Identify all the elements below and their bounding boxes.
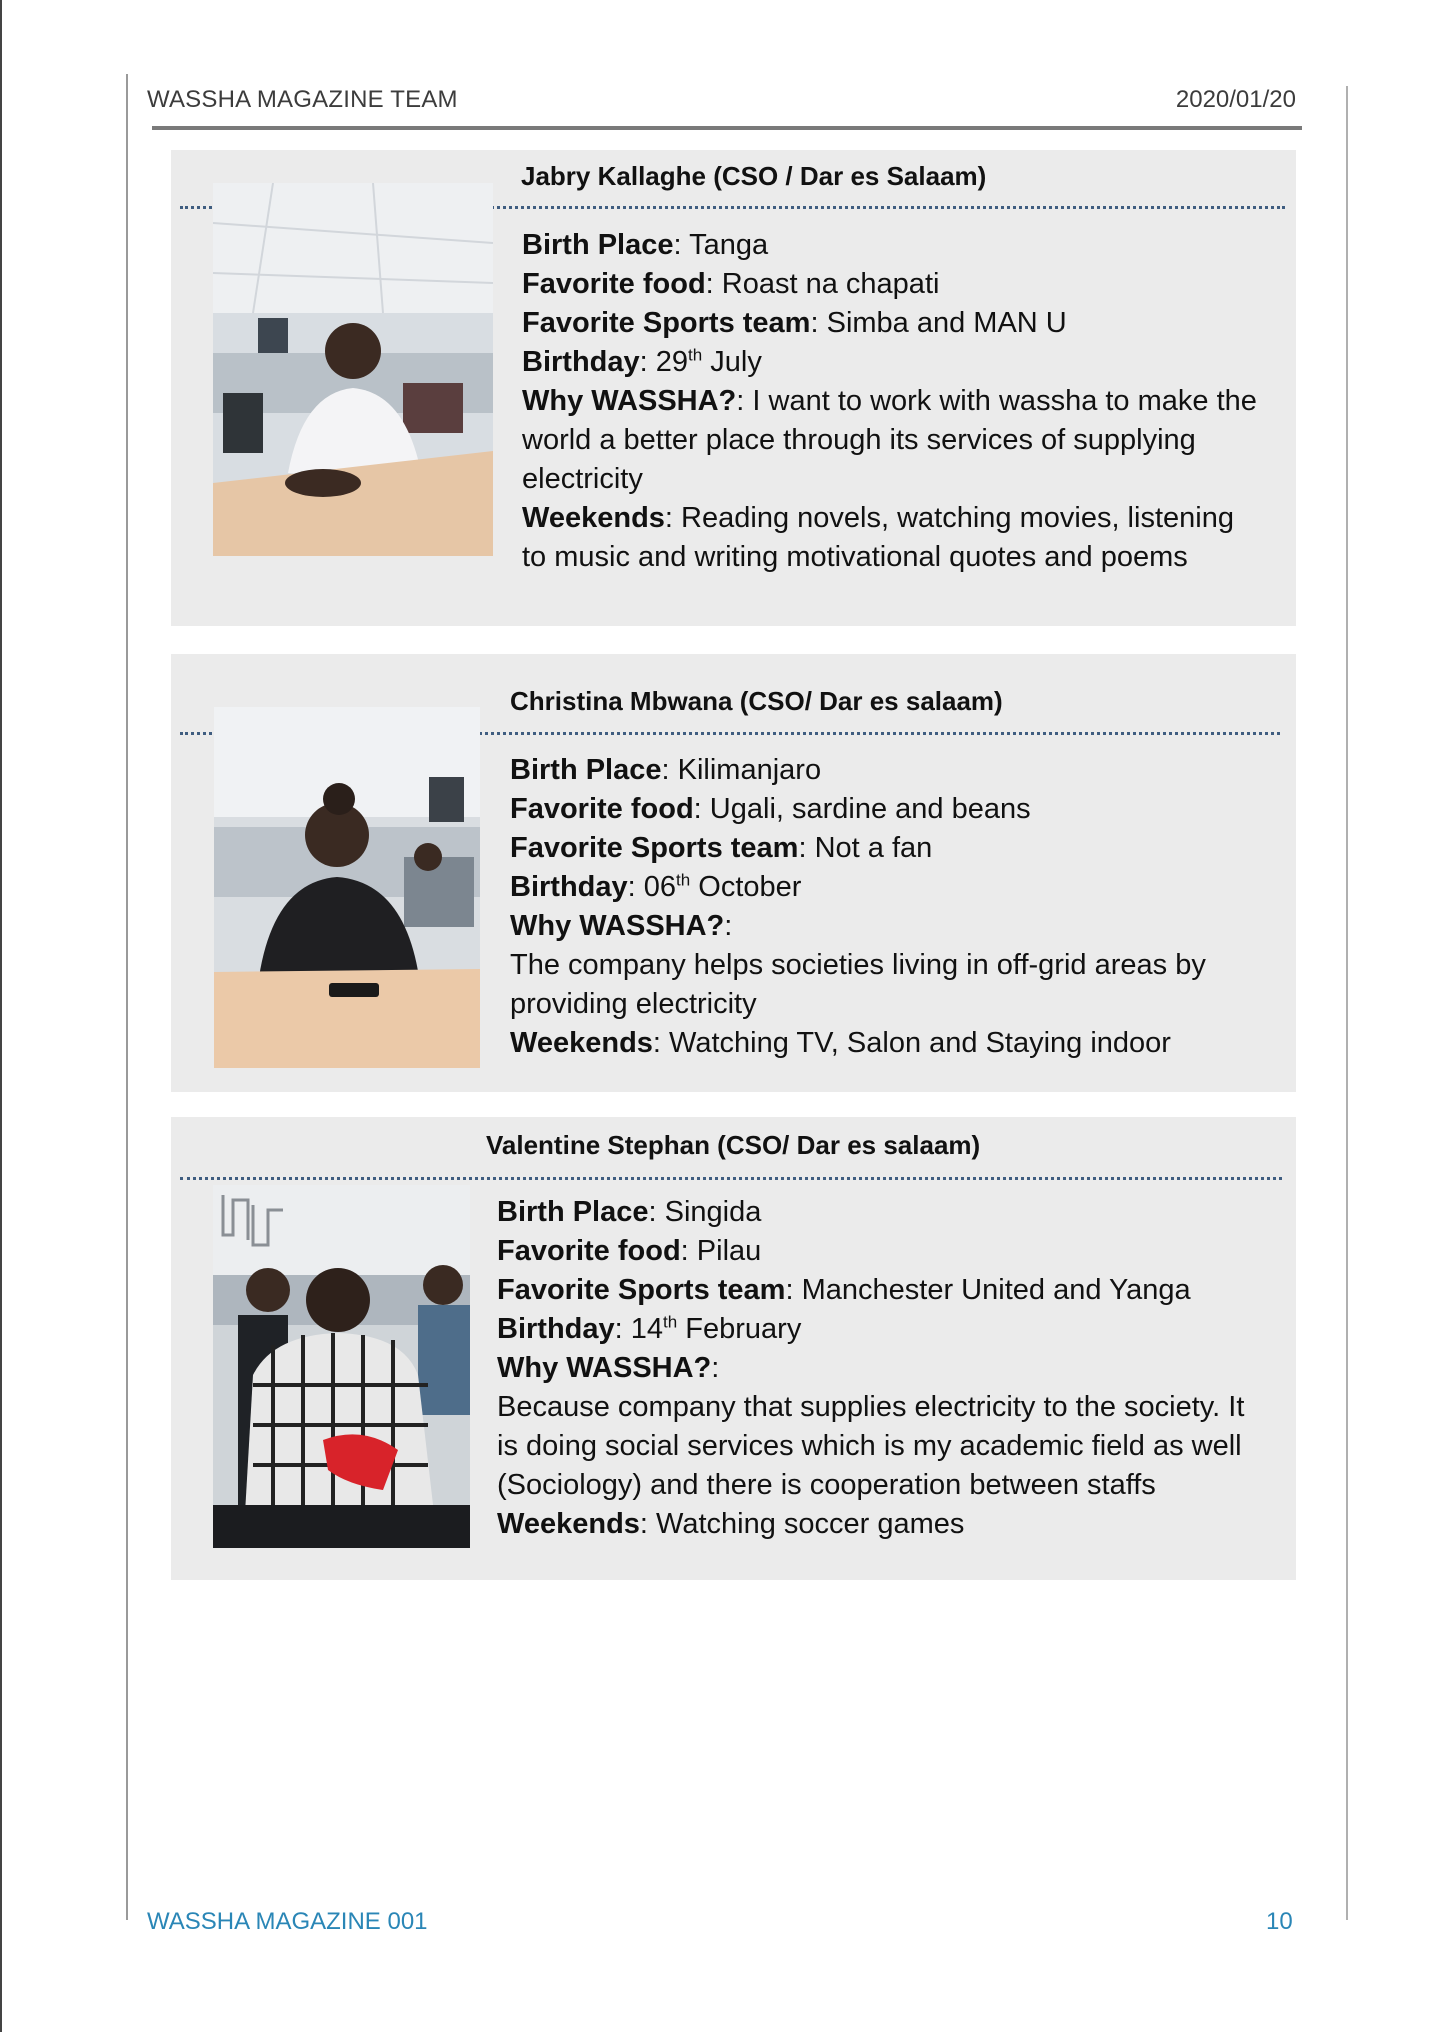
field-value: Kilimanjaro	[677, 754, 822, 786]
field-value: Reading novels, watching movies, listening to music and writing motivational quotes and poems	[522, 502, 1234, 573]
header-rule	[152, 126, 1302, 130]
birthday-suffix: th	[663, 1312, 678, 1332]
field-label: Birthday	[497, 1313, 615, 1345]
field-value: Roast na chapati	[721, 268, 940, 300]
profile-photo	[214, 707, 480, 1068]
field-label: Birth Place	[510, 754, 662, 786]
field-label: Birthday	[510, 871, 628, 903]
birthday-month: October	[698, 871, 802, 903]
field-label: Favorite food	[497, 1235, 681, 1267]
field-label: Weekends	[522, 502, 665, 534]
field-label: Birth Place	[522, 229, 674, 261]
field-label: Favorite food	[522, 268, 706, 300]
header-date: 2020/01/20	[1175, 86, 1296, 113]
profile-name: Jabry Kallaghe (CSO / Dar es Salaam)	[521, 161, 987, 191]
field-label: Why WASSHA?	[510, 910, 725, 942]
field-value: Simba and MAN U	[826, 307, 1067, 339]
birthday-day: 06	[643, 871, 677, 903]
field-label: Favorite Sports team	[522, 307, 811, 339]
birthday-day: 29	[655, 346, 689, 378]
field-label: Favorite Sports team	[510, 832, 799, 864]
field-label: Birth Place	[497, 1196, 649, 1228]
field-value: Ugali, sardine and beans	[709, 793, 1031, 825]
birthday-month: February	[685, 1313, 802, 1345]
field-label: Why WASSHA?	[497, 1352, 712, 1384]
field-label: Why WASSHA?	[522, 385, 737, 417]
profile-details: Birth Place: Tanga Favorite food: Roast na chapati Favorite Sports team: Simba and MAN U Birthday: 29th July Why WASSHA?: I want to work with wassha to make the world a better place through its services of supplying electricity Weekends: Reading novels, watching movies, listening to music and writing motivational quotes and poems	[522, 229, 1257, 573]
birthday-month: July	[710, 346, 762, 378]
header-title: WASSHA MAGAZINE TEAM	[147, 86, 458, 113]
field-value: Watching TV, Salon and Staying indoor	[669, 1027, 1171, 1059]
profile-name: Christina Mbwana (CSO/ Dar es salaam)	[510, 686, 1003, 716]
field-value: Not a fan	[814, 832, 933, 864]
field-label: Favorite Sports team	[497, 1274, 786, 1306]
field-value: The company helps societies living in off-grid areas by providing electricity	[510, 949, 1206, 1020]
field-value: Manchester United and Yanga	[801, 1274, 1191, 1306]
left-margin-line	[126, 74, 128, 1920]
field-value: Tanga	[689, 229, 769, 261]
field-value: Watching soccer games	[656, 1508, 965, 1540]
field-label: Weekends	[497, 1508, 640, 1540]
field-label: Favorite food	[510, 793, 694, 825]
field-value: Pilau	[696, 1235, 762, 1267]
profile-photo	[213, 1185, 470, 1548]
footer-magazine-title: WASSHA MAGAZINE 001	[147, 1908, 428, 1935]
profile-photo	[213, 183, 493, 556]
birthday-day: 14	[630, 1313, 664, 1345]
field-value: Because company that supplies electricity to the society. It is doing social services which is my academic field as well (Sociology) and there is cooperation between staffs	[497, 1391, 1245, 1501]
birthday-suffix: th	[688, 345, 703, 365]
right-margin-line	[1346, 86, 1348, 1920]
field-label: Weekends	[510, 1027, 653, 1059]
field-value: Singida	[664, 1196, 762, 1228]
field-value: I want to work with wassha to make the world a better place through its services of supplying electricity	[522, 385, 1257, 495]
profile-divider	[180, 1177, 1282, 1180]
profile-details: Birth Place: Singida Favorite food: Pilau Favorite Sports team: Manchester United and Yanga Birthday: 14th February Why WASSHA?: Because company that supplies electricity to the society. It is doing social services which is my academic field as well (Sociology) and there is cooperation between staffs Weekends: Watching soccer games	[497, 1196, 1245, 1540]
birthday-suffix: th	[676, 870, 691, 890]
page-number: 10	[1266, 1908, 1293, 1935]
page-edge	[0, 0, 2, 2032]
field-label: Birthday	[522, 346, 640, 378]
profile-name: Valentine Stephan (CSO/ Dar es salaam)	[486, 1130, 981, 1160]
profile-details: Birth Place: Kilimanjaro Favorite food: Ugali, sardine and beans Favorite Sports team: Not a fan Birthday: 06th October Why WASSHA?: The company helps societies living in off-grid areas by providing electricity Weekends: Watching TV, Salon and Staying indoor	[510, 754, 1206, 1059]
